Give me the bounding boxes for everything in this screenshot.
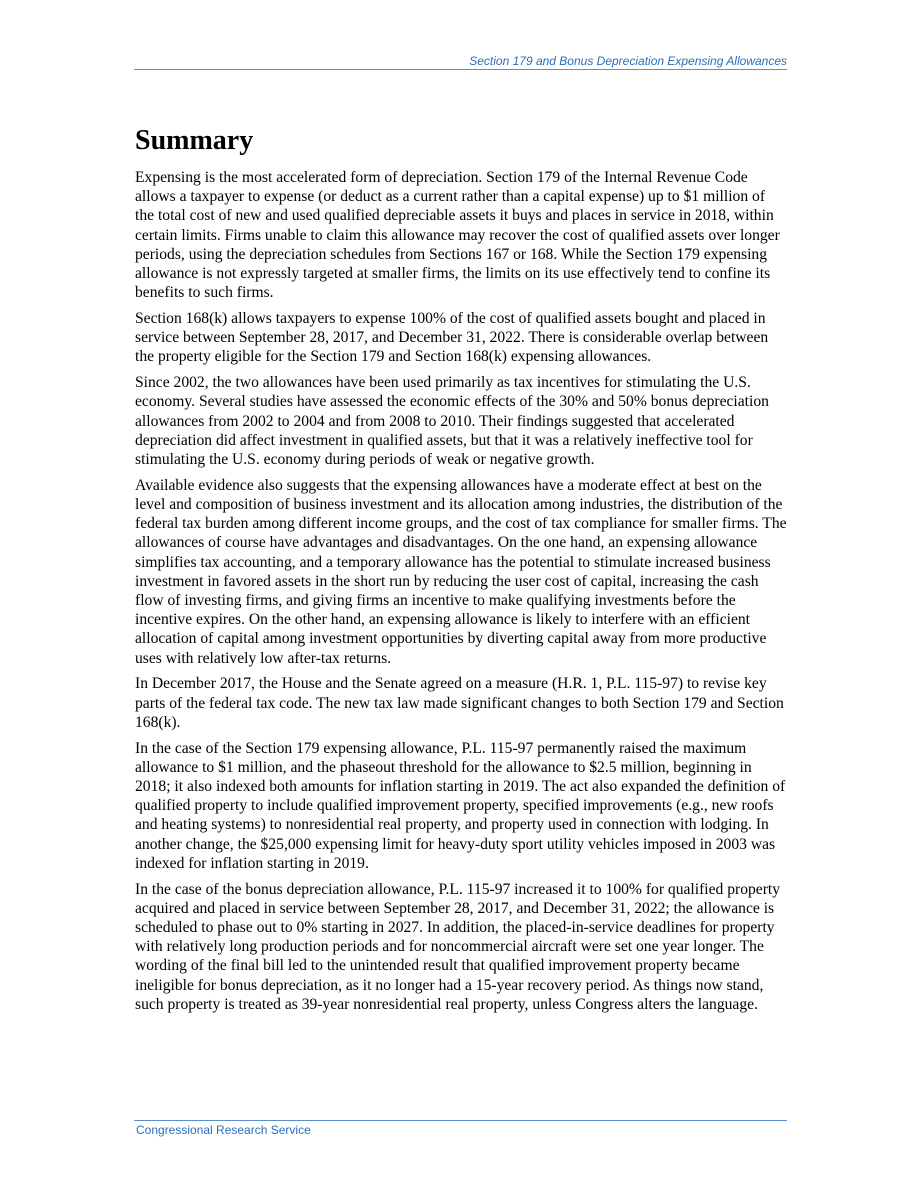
footer-publisher: Congressional Research Service	[136, 1123, 311, 1137]
running-header: Section 179 and Bonus Depreciation Expensing Allowances	[469, 54, 787, 68]
paragraph: In the case of the bonus depreciation allowance, P.L. 115-97 increased it to 100% for qualified property acquired and placed in service between September 28, 2017, and December 31, 2022; the allowance is scheduled to phase out to 0% starting in 2027. In addition, the placed-in-service deadlines for property with relatively long production periods and for noncommercial aircraft were set one year longer. The wording of the final bill led to the unintended result that qualified improvement property became ineligible for bonus depreciation, as it no longer had a 15-year recovery period. As things now stand, such property is treated as 39-year nonresidential real property, unless Congress alters the language.	[135, 880, 781, 1013]
section-title: Summary	[135, 125, 254, 156]
paragraph: Since 2002, the two allowances have been used primarily as tax incentives for stimulating the U.S. economy. Several studies have assessed the economic effects of the 30% and 50% bonus depreciation allowances from 2002 to 2004 and from 2008 to 2010. Their findings suggested that accelerated depreciation did affect investment in qualified assets, but that it was a relatively ineffective tool for stimulating the U.S. economy during periods of weak or negative growth.	[135, 374, 769, 469]
footer-divider	[134, 1120, 787, 1121]
paragraph: Available evidence also suggests that the expensing allowances have a moderate effect at best on the level and composition of business investment and its allocation among industries, the distribution of the federal tax burden among different income groups, and the cost of tax compliance for smaller firms. The allowances of course have advantages and disadvantages. On the one hand, an expensing allowance simplifies tax accounting, and a temporary allowance has the potential to stimulate increased business investment in favored assets in the short run by reducing the user cost of capital, increasing the cash flow of investing firms, and giving firms an incentive to make qualifying investments before the incentive expires. On the other hand, an expensing allowance is likely to interfere with an efficient allocation of capital among investment opportunities by diverting capital away from more productive uses with relatively low after-tax returns.	[135, 476, 787, 667]
header-divider	[134, 69, 787, 70]
summary-body	[135, 168, 787, 1021]
paragraph: In the case of the Section 179 expensing allowance, P.L. 115-97 permanently raised the maximum allowance to $1 million, and the phaseout threshold for the allowance to $2.5 million, beginning in 2018; it also indexed both amounts for inflation starting in 2019. The act also expanded the definition of qualified property to include qualified improvement property, specified improvements (e.g., new roofs and heating systems) to nonresidential real property, and property used in connection with lodging. In another change, the $25,000 expensing limit for heavy-duty sport utility vehicles imposed in 2003 was indexed for inflation starting in 2019.	[135, 739, 786, 872]
paragraph: Expensing is the most accelerated form of depreciation. Section 179 of the Internal Revenue Code allows a taxpayer to expense (or deduct as a current rather than a capital expense) up to $1 million of the total cost of new and used qualified depreciable assets it buys and places in service in 2018, within certain limits. Firms unable to claim this allowance may recover the cost of qualified assets over longer periods, using the depreciation schedules from Sections 167 or 168. While the Section 179 expensing allowance is not expressly targeted at smaller firms, the limits on its use effectively tend to confine its benefits to such firms.	[135, 169, 780, 302]
paragraph: In December 2017, the House and the Senate agreed on a measure (H.R. 1, P.L. 115-97) to revise key parts of the federal tax code. The new tax law made significant changes to both Section 179 and Section 168(k).	[135, 675, 784, 731]
paragraph: Section 168(k) allows taxpayers to expense 100% of the cost of qualified assets bought and placed in service between September 28, 2017, and December 31, 2022. There is considerable overlap between the property eligible for the Section 179 and Section 168(k) expensing allowances.	[135, 310, 769, 366]
